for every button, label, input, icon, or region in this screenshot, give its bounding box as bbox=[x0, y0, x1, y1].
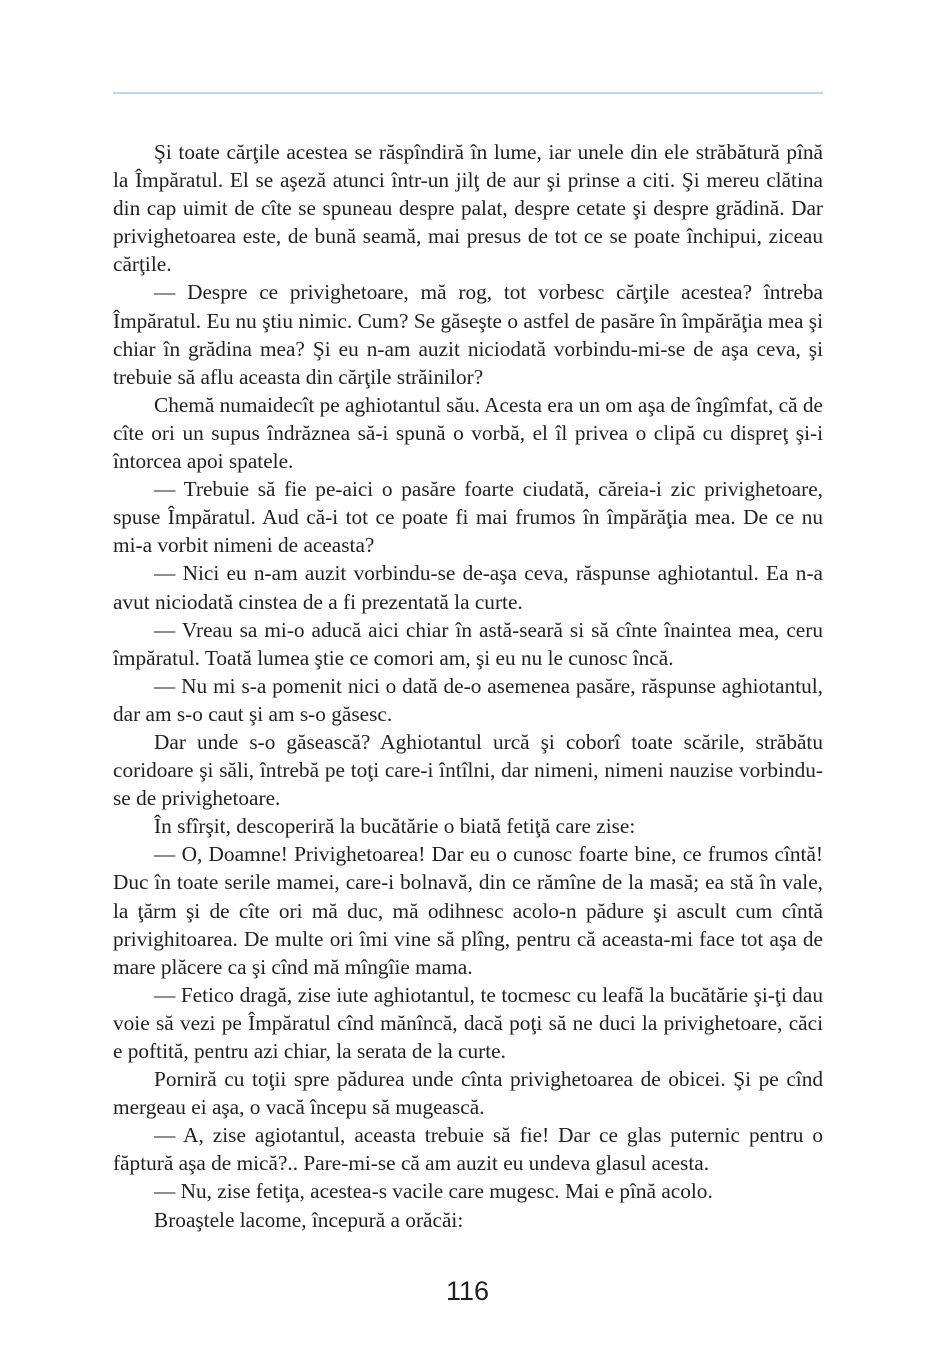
paragraph-4: — Trebuie să fie pe-aici o pasăre foarte ciudată, căreia-i zic privighetoare, spuse Împăratul. Aud că-i tot ce poate fi mai frumos în împărăţia mea. De ce nu mi-a vorbit nimeni de aceasta? bbox=[113, 477, 823, 558]
paragraph-5: — Nici eu n-am auzit vorbindu-se de-aşa ceva, răspunse aghiotantul. Ea n-a avut niciodată cinstea de a fi prezentată la curte. bbox=[113, 561, 823, 614]
paragraph-11: — Fetico dragă, zise iute aghiotantul, te tocmesc cu leafă la bucătărie şi-ţi dau voie să vezi pe Împăratul cînd mănîncă, dacă poţi să ne duci la privighetoare, căci e poftită, pentru azi chiar, la serata de la curte. bbox=[113, 982, 823, 1063]
paragraph-14: — Nu, zise fetiţa, acestea-s vacile care mugesc. Mai e pînă acolo. bbox=[154, 1179, 713, 1204]
paragraph-13: — A, zise agiotantul, aceasta trebuie să fie! Dar ce glas puternic pentru o făptură aşa de mică?.. Pare-mi-se că am auzit eu undeva glasul acesta. bbox=[113, 1123, 823, 1176]
paragraph-7: — Nu mi s-a pomenit nici o dată de-o asemenea pasăre, răspunse aghiotantul, dar am s-o caut şi am s-o găsesc. bbox=[113, 673, 823, 726]
paragraph-10: — O, Doamne! Privighetoarea! Dar eu o cunosc foarte bine, ce frumos cîntă! Duc în toate serile mamei, care-i bolnavă, din ce rămîne de la masă; ea stă în vale, la ţărm şi de cîte ori mă duc, mă odihnesc acolo-n pădure şi ascult cum cîntă privighitoarea. De multe ori îmi vine să plîng, pentru că aceasta-mi face tot aşa de mare plăcere ca şi cînd mă mîngîie mama. bbox=[113, 842, 823, 979]
paragraph-12: Porniră cu toţii spre pădurea unde cînta privighetoarea de obicei. Şi pe cînd mergeau ei aşa, o vacă începu să mugească. bbox=[113, 1067, 823, 1120]
page-number: 116 bbox=[445, 1276, 490, 1306]
paragraph-8: Dar unde s-o găsească? Aghiotantul urcă şi coborî toate scările, străbătu coridoare şi săli, întrebă pe toţi care-i întîlni, dar nimeni, nimeni nauzise vorbindu-se de privighetoare. bbox=[113, 729, 823, 811]
paragraph-1: Şi toate cărţile acestea se răspîndiră în lume, iar unele din ele străbătură pînă la Împăratul. El se aşeză atunci într-un jilţ de aur şi prinse a citi. Şi mereu clătina din cap uimit de cîte se spuneau despre palat, despre cetate şi despre grădină. Dar privighetoarea este, de bună seamă, mai presus de tot ce se poate închipui, ziceau cărţile. bbox=[113, 140, 823, 277]
paragraph-3: Chemă numaidecît pe aghiotantul său. Acesta era un om aşa de îngîmfat, că de cîte ori un supus îndrăznea să-i spună o vorbă, el îl privea o clipă cu dispreţ şi-i întorcea apoi spatele. bbox=[113, 392, 823, 474]
header-rule bbox=[113, 92, 823, 94]
body-text bbox=[113, 138, 823, 1234]
paragraph-6: — Vreau sa mi-o aducă aici chiar în astă-seară si să cînte înaintea mea, ceru împăratul. Toată lumea ştie ce comori am, şi eu nu le cunosc încă. bbox=[113, 617, 823, 670]
paragraph-15: Broaştele lacome, începură a orăcăi: bbox=[154, 1207, 464, 1232]
paragraph-9: În sfîrşit, descoperiră la bucătărie o biată fetiţă care zise: bbox=[154, 814, 636, 839]
paragraph-2: — Despre ce privighetoare, mă rog, tot vorbesc cărţile acestea? întreba Împăratul. Eu nu ştiu nimic. Cum? Se găseşte o astfel de pasăre în împărăţia mea şi chiar în grădina mea? Şi eu n-am auzit niciodată vorbindu-mi-se de aşa ceva, şi trebuie să aflu aceasta din cărţile străinilor? bbox=[113, 280, 823, 389]
